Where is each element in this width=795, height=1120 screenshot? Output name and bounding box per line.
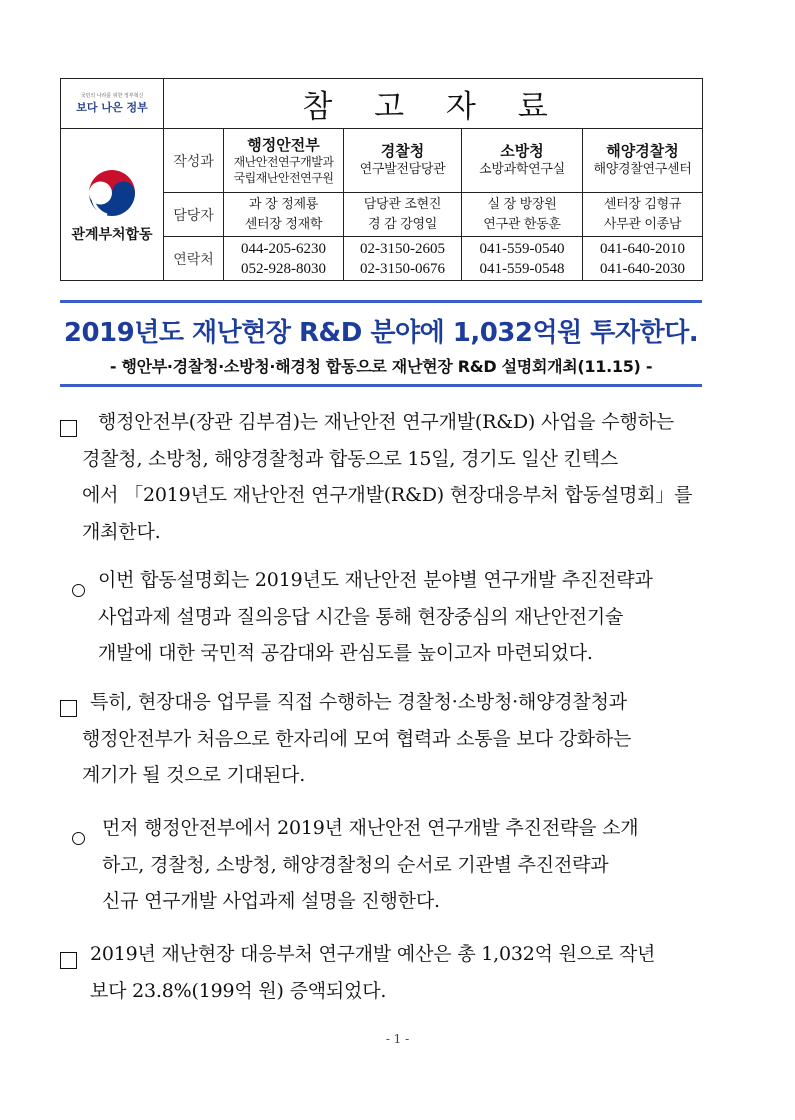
col-fire-dept: 소방청 소방과학연구실 bbox=[462, 129, 583, 193]
government-emblem-icon bbox=[85, 166, 139, 220]
circle-bullet-icon bbox=[72, 573, 85, 610]
paragraph-3: 특히, 현장대응 업무를 직접 수행하는 경찰청·소방청·해양경찰청과 행정안전부가 처음으로 한자리에 모여 협력과 소통을 보다 강화하는 계기가 될 것으로 기대된다. bbox=[60, 684, 702, 794]
police-tel: 02-3150-2605 02-3150-0676 bbox=[344, 237, 462, 281]
mois-tel: 044-205-6230 052-928-8030 bbox=[224, 237, 344, 281]
joint-logo-cell bbox=[61, 129, 164, 281]
headline: 2019년도 재난현장 R&D 분야에 1,032억원 투자한다. bbox=[63, 318, 699, 348]
contact-person-label: 담당자 bbox=[164, 193, 224, 237]
square-bullet-icon bbox=[60, 945, 77, 982]
subheadline: - 행안부·경찰청·소방청·해경청 합동으로 재난현장 R&D 설명회개최(11.15) - bbox=[109, 357, 653, 376]
coastguard-tel: 041-640-2010 041-640-2030 bbox=[583, 237, 703, 281]
paragraph-2: 이번 합동설명회는 2019년도 재난안전 분야별 연구개발 추진전략과 사업과제 설명과 질의응답 시간을 통해 현장중심의 재난안전기술 개발에 대한 국민적 공감대와 관심도를 높이고자 마련되었다. bbox=[72, 562, 702, 672]
col-coastguard-dept: 해양경찰청 해양경찰연구센터 bbox=[583, 129, 703, 193]
header-table bbox=[60, 78, 703, 281]
coastguard-people: 센터장 김형규 사무관 이종남 bbox=[583, 193, 703, 237]
gov-logo-cell bbox=[61, 79, 164, 129]
gov-logo: 국민의 나라를 위한 정부혁신 보다 나은 정부 bbox=[76, 93, 148, 114]
police-people: 담당관 조현진 경 감 강영일 bbox=[344, 193, 462, 237]
square-bullet-icon bbox=[60, 413, 77, 450]
doc-title: 참 고 자 료 bbox=[164, 79, 703, 129]
phone-label: 연락처 bbox=[164, 237, 224, 281]
top-divider bbox=[60, 300, 702, 303]
author-label: 작성과 bbox=[164, 129, 224, 193]
paragraph-1: 행정안전부(장관 김부겸)는 재난안전 연구개발(R&D) 사업을 수행하는 경찰청, 소방청, 해양경찰청과 합동으로 15일, 경기도 일산 킨텍스 에서 「2019년도 재난안전 연구개발(R&D) 현장대응부처 합동설명회」를 개최한다. bbox=[60, 404, 702, 550]
paragraph-5: 2019년 재난현장 대응부처 연구개발 예산은 총 1,032억 원으로 작년 보다 23.8%(199억 원) 증액되었다. bbox=[60, 936, 702, 1009]
mois-people: 과 장 정제룡 센터장 정재학 bbox=[224, 193, 344, 237]
bottom-divider bbox=[60, 384, 702, 387]
fire-tel: 041-559-0540 041-559-0548 bbox=[462, 237, 583, 281]
col-police-dept: 경찰청 연구발전담당관 bbox=[344, 129, 462, 193]
joint-ministries-label: 관계부처합동 bbox=[71, 226, 153, 243]
circle-bullet-icon bbox=[72, 821, 85, 858]
page-number: - 1 - bbox=[385, 1032, 410, 1046]
fire-people: 실 장 방장원 연구관 한동훈 bbox=[462, 193, 583, 237]
paragraph-4: 먼저 행정안전부에서 2019년 재난안전 연구개발 추진전략을 소개 하고, 경찰청, 소방청, 해양경찰청의 순서로 기관별 추진전략과 신규 연구개발 사업과제 설명을 진행한다. bbox=[72, 810, 702, 920]
col-mois-dept: 행정안전부 재난안전연구개발과 국립재난안전연구원 bbox=[224, 129, 344, 193]
square-bullet-icon bbox=[60, 693, 77, 730]
